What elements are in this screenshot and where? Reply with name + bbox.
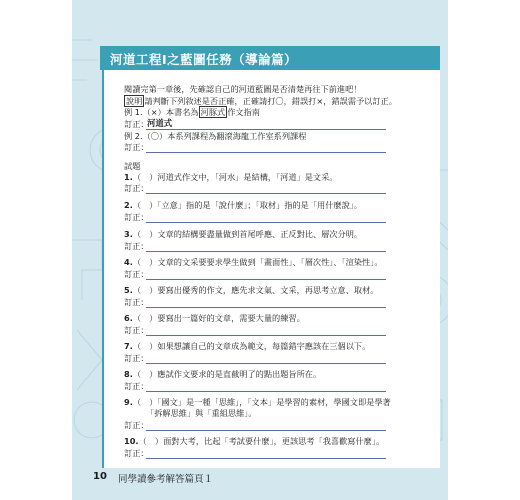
answer-line[interactable] (146, 391, 386, 392)
answer-line[interactable] (146, 335, 386, 336)
instructions-tag: 說明 (126, 96, 143, 106)
section-title: 試題 (124, 161, 141, 171)
correction-label: 訂正： (124, 448, 149, 458)
answer-line[interactable] (146, 222, 386, 223)
footer-title: 同學讀參考解答篇頁１ (118, 474, 214, 485)
question-6: 6.（ ）要寫出一篇好的文章，需要大量的練習。 (124, 313, 305, 323)
answer-line[interactable] (146, 307, 386, 308)
answer-line[interactable] (146, 430, 386, 431)
instructions (124, 96, 397, 106)
example-1-mark: × (150, 107, 158, 117)
correction-label: 訂正： (124, 269, 149, 279)
instructions-text: 請判斷下列敘述是否正確，正確請打〇，錯誤打×，錯誤需予以訂正。 (144, 96, 397, 106)
correction-label: 訂正： (124, 212, 149, 222)
answer-line[interactable] (146, 363, 386, 364)
answer-line (146, 152, 386, 153)
correction-label: 訂正： (124, 297, 149, 307)
correction-label: 訂正： (124, 325, 149, 335)
answer-line[interactable] (146, 279, 386, 280)
correction-label: 訂正： (124, 353, 149, 363)
correction-label: 訂正： (124, 381, 149, 391)
question-7: 7.（ ）如果想讓自己的文章成為範文，每篇錯字應該在三個以下。 (124, 341, 371, 351)
question-4: 4.（ ）文章的文采要要求學生做到「畫面性」、「層次性」、「渲染性」。 (124, 257, 383, 267)
answer-line (146, 129, 386, 130)
example-2-mark: 〇 (150, 131, 159, 141)
question-5: 5.（ ）要寫出優秀的作文，應先求文氣、文采，再思考立意、取材。 (124, 285, 379, 295)
correction-label: 訂正： (124, 183, 149, 193)
example-1: 例 1.（×）本書名為 河豚式 作文指南 (124, 107, 260, 117)
correction-label: 訂正： (124, 119, 149, 129)
answer-line[interactable] (146, 193, 386, 194)
question-3: 3.（ ）文章的結構要盡量做到首尾呼應、正反對比、層次分明。 (124, 229, 363, 239)
question-8: 8.（ ）應試作文要求的是直截明了的點出題旨所在。 (124, 369, 322, 379)
example-2: 例 2.（〇）本系列課程為翻滾海龍工作室系列課程 (124, 131, 307, 141)
question-2: 2.（ ）「立意」指的是「說什麼」；「取材」指的是「用什麼說」。 (124, 200, 363, 210)
correction-label: 訂正： (124, 420, 149, 430)
page-title: 河道工程Ⅰ之藍圖任務（導論篇） (110, 52, 298, 67)
correction-label: 訂正： (124, 241, 149, 251)
answer-line[interactable] (146, 251, 386, 252)
correction-label: 訂正： (124, 142, 149, 152)
answer-line[interactable] (146, 458, 386, 459)
page-number: 10 (93, 471, 107, 482)
example-1-answer: 河道式 (147, 118, 173, 128)
question-10: 10.（ ）面對大考，比起「考試要什麼」，更該思考「我喜歡寫什麼」。 (124, 436, 385, 446)
question-9-continued: 「拆解思維」與「重組思維」。 (146, 408, 257, 418)
question-1: 1.（ ）河道式作文中，「河水」是結構，「河道」是文采。 (124, 172, 338, 182)
example-1-boxed-word: 河豚式 (200, 107, 226, 117)
question-9: 9.（ ）「國文」是一種「思維」，「文本」是學習的素材，學國文即是學著 (124, 397, 391, 407)
intro-text: 閱讀完第一章後，先確認自己的河道藍圖是否清楚再往下前進吧！ (124, 84, 362, 94)
